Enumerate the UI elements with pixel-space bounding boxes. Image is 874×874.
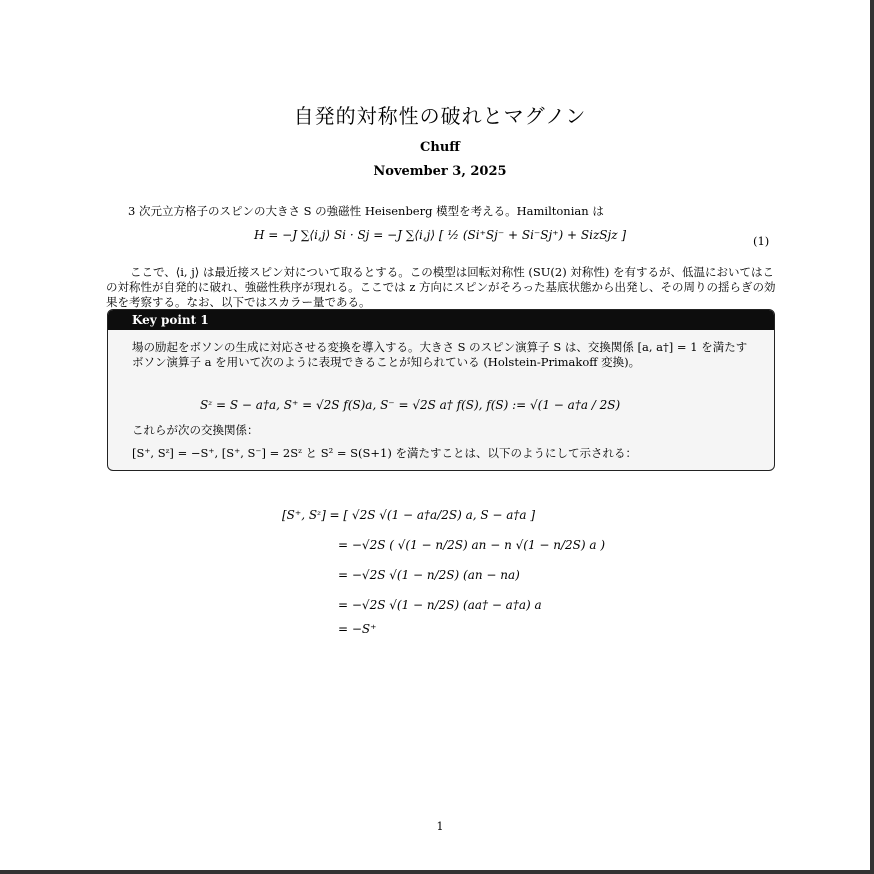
document-date: November 3, 2025 <box>373 164 507 179</box>
derivation-line: = −√2S √(1 − n/2S) (aa† − a†a) a <box>338 598 542 612</box>
hamiltonian-equation <box>254 228 626 242</box>
document-title: 自発的対称性の破れとマグノン <box>293 104 587 128</box>
derivation-line: = −√2S √(1 − n/2S) (an − na) <box>338 568 520 582</box>
derivation-line: = −S⁺ <box>338 622 377 636</box>
page-shadow-right <box>870 0 874 874</box>
key-point-text-2: これらが次の交換関係： <box>132 423 259 437</box>
equation-number: (1) <box>753 234 770 248</box>
page-number: 1 <box>436 820 444 833</box>
derivation-line: [S⁺, Sᶻ] = [ √2S √(1 − a†a/2S) a, S − a†a ] <box>282 508 536 522</box>
key-point-box <box>107 309 775 471</box>
derivation-line: = −√2S ( √(1 − n/2S) an − n √(1 − n/2S) a ) <box>338 538 606 552</box>
intro-paragraph: 3 次元立方格子のスピンの大きさ S の強磁性 Heisenberg 模型を考える。Hamiltonian は <box>128 204 604 218</box>
document-author: Chuff <box>420 140 460 155</box>
holstein-primakoff-formula: Sᶻ = S − a†a, S⁺ = √2S f(S)a, S⁻ = √2S a† f(S), f(S) := √(1 − a†a / 2S) <box>200 398 621 412</box>
hamiltonian-lhs: H = −J ∑⟨i,j⟩ Si · Sj = −J ∑⟨i,j⟩ <box>254 228 436 242</box>
page-shadow-bottom <box>0 870 874 874</box>
body-paragraph: ここで、⟨i, j⟩ は最近接スピン対について取るとする。この模型は回転対称性 (SU(2) 対称性) を有するが、低温においてはこの対称性が自発的に破れ、強磁性秩序が現れる。ここでは z 方向にスピンがそろった基底状態から出発し、その周りの揺らぎの効果を考察する。なお、以下ではスカラー量である。 <box>106 265 776 309</box>
key-point-text-3: [S⁺, Sᶻ] = −S⁺, [S⁺, S⁻] = 2Sᶻ と S² = S(S+1) を満たすことは、以下のようにして示される： <box>132 446 637 460</box>
key-point-header: Key point 1 <box>108 310 774 330</box>
key-point-text: 場の励起をボソンの生成に対応させる変換を導入する。大きさ S のスピン演算子 S は、交換関係 [a, a†] = 1 を満たすボソン演算子 a を用いて次のように表現できることが知られている (Holstein-Primakoff 変換)。 <box>132 340 748 369</box>
hamiltonian-rhs: [ ½ (Si⁺Sj⁻ + Si⁻Sj⁺) + SizSjz ] <box>438 228 627 242</box>
